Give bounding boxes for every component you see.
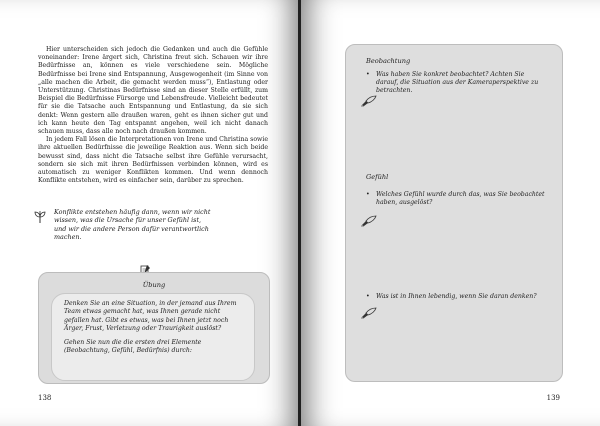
sprout-icon [34, 210, 46, 224]
paragraph: Hier unterscheiden sich jedoch die Gedanken und auch die Gefühle voneinander: Irene ärgert sich, Christina freut sich. Schauen wir ihre Bedürfnisse an, können es viele verschiedene sein. Mögliche Bedürfnisse bei Irene sind Entspannung, Ausgewogenheit (im Sinne von „alle machen die Arbeit, die gemacht werden muss“), Entlastung oder Unterstützung. Christinas Bedürfnisse sind an dieser Stelle erfüllt, zum Beispiel die Bedürfnisse Fürsorge und Lebensfreude. Vielleicht bedeutet für sie die Tatsache auch Entspannung und Entlastung, da sie sich denkt: Wenn gestern alle draußen waren, geht es ihnen sicher gut und ich kann heute den Tag entspannt angehen, weil ich nicht danach schauen muss, dass alle noch nach draußen kommen. [38, 46, 268, 136]
page-number: 139 [546, 394, 560, 402]
exercise-text [64, 300, 244, 362]
question-beobachtung [366, 71, 546, 96]
body-text [38, 46, 268, 185]
question-text: Welches Gefühl wurde durch das, was Sie beobachtet haben, ausgelöst? [376, 191, 545, 207]
pen-nib-icon [360, 307, 378, 319]
exercise-box [38, 272, 270, 384]
bullet: • [366, 191, 370, 198]
exercise-paragraph: Denken Sie an eine Situation, in der jemand aus Ihrem Team etwas gemacht hat, was Ihnen gerade nicht gefallen hat. Gibt es etwas, was bei Ihnen jetzt noch Ärger, Frust, Verletzung oder Traurigkeit auslöst? [64, 300, 237, 332]
bullet: • [366, 71, 370, 78]
worksheet-card [345, 44, 563, 382]
left-page [0, 0, 299, 426]
section-label-beobachtung: Beobachtung [366, 57, 411, 65]
section-label-gefuehl: Gefühl [366, 173, 389, 181]
question-text: Was haben Sie konkret beobachtet? Achten Sie darauf, die Situation aus der Kameraperspektive zu betrachten. [376, 71, 539, 95]
tip-callout [34, 208, 274, 248]
question-beduerfnis [366, 293, 546, 301]
question-gefuehl [366, 191, 546, 207]
exercise-paragraph: Gehen Sie nun die die ersten drei Elemente (Beobachtung, Gefühl, Bedürfnis) durch: [64, 339, 202, 355]
paragraph: In jedem Fall lösen die Interpretationen von Irene und Christina sowie ihre aktuellen Bedürfnisse die jeweilige Reaktion aus. Wenn sich beide bewusst sind, dass nicht die Tatsache selbst ihre Gefühle verursacht, sondern sie sich mit ihren Bedürfnissen verbinden können, wird es automatisch zu weniger Konflikten kommen. Und wenn dennoch Konflikte entstehen, wird es einfacher sein, darüber zu sprechen. [38, 136, 268, 185]
right-page [301, 0, 600, 426]
bullet: • [366, 293, 370, 300]
question-text: Was ist in Ihnen lebendig, wenn Sie daran denken? [376, 293, 537, 300]
exercise-title: Übung [142, 281, 166, 289]
pen-nib-icon [360, 95, 378, 107]
tip-text: Konflikte entstehen häufig dann, wenn wir nicht wissen, was die Ursache für unser Gefühl ist, und wir die andere Person dafür verantwortlich machen. [54, 208, 211, 242]
exercise-inner-panel [51, 293, 255, 381]
page-number: 138 [38, 394, 52, 402]
pen-nib-icon [360, 215, 378, 227]
